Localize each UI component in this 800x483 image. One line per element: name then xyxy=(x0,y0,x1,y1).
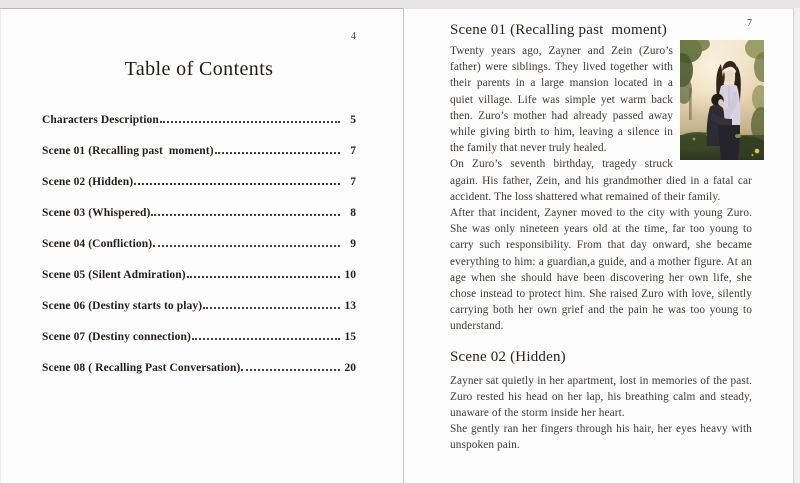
story-paragraph: Twenty years ago, Zayner and Zein (Zuro’s father) were siblings. They lived together with their parents in a large mansion located in a quiet village. Life was simple yet warm back then. Zuro’s mother had already passed away while giving birth to him, leaving a silence in the family that never truly healed. xyxy=(450,45,673,155)
toc-entry-page: 5 xyxy=(350,114,356,126)
toc-entry-label: Scene 05 (Silent Admiration) xyxy=(42,269,186,281)
content-page xyxy=(405,8,794,483)
toc-leader-dots xyxy=(215,152,340,154)
toc-entry-page: 20 xyxy=(344,362,356,374)
toc-entry-scene-07[interactable] xyxy=(42,331,356,362)
right-page-number: 7 xyxy=(747,18,752,29)
toc-entry-scene-03[interactable] xyxy=(42,207,356,238)
toc-entry-page: 15 xyxy=(344,331,356,343)
scene-01-body xyxy=(450,43,752,335)
toc-entry-label: Scene 02 (Hidden) xyxy=(42,176,134,188)
toc-leader-dots xyxy=(203,307,340,309)
toc-entry-characters-description[interactable] xyxy=(42,114,356,145)
toc-entry-scene-05[interactable] xyxy=(42,269,356,300)
story-paragraph: After that incident, Zayner moved to the city with young Zuro. She was only nineteen years old at the time, far too young to carry such responsibility. From that day onward, she became everything to him: a guardian,a guide, and a mother figure. At an age when she should have been discovering her own life, she chose instead to protect him. She raised Zuro with love, silently carrying both her own grief and the pain he was too young to understand. xyxy=(450,207,752,333)
scene-02-body xyxy=(450,373,752,454)
story-paragraph: Zayner sat quietly in her apartment, lost in memories of the past. Zuro rested his head on her lap, his breathing calm and steady, unaware of the storm inside her heart. xyxy=(450,374,752,420)
toc-leader-dots xyxy=(192,338,340,340)
toc-entry-page: 9 xyxy=(350,238,356,250)
toc-leader-dots xyxy=(187,276,340,278)
toc-entry-page: 10 xyxy=(344,269,356,281)
toc-entry-label: Scene 08 ( Recalling Past Conversation) xyxy=(42,362,241,374)
toc-entry-label: Scene 04 (Confliction) xyxy=(42,238,153,250)
story-illustration xyxy=(680,40,764,160)
toc-page xyxy=(0,8,404,483)
toc-leader-dots xyxy=(134,183,340,185)
scene-02-heading: Scene 02 (Hidden) xyxy=(450,348,566,365)
toc-entry-scene-06[interactable] xyxy=(42,300,356,331)
toc-leader-dots xyxy=(153,245,340,247)
story-paragraph: On Zuro’s seventh birthday, tragedy struck again. His father, Zein, and his grandmother died in a fatal car accident. The loss shattered what remained of their family. xyxy=(450,158,752,203)
toc-entry-label: Scene 07 (Destiny connection) xyxy=(42,331,191,343)
toc-list xyxy=(0,114,403,393)
toc-entry-page: 13 xyxy=(344,300,356,312)
toc-entry-scene-04[interactable] xyxy=(42,238,356,269)
story-paragraph: She gently ran her fingers through his hair, her eyes heavy with unspoken pain. xyxy=(450,423,752,452)
left-page-number: 4 xyxy=(351,31,356,42)
toc-entry-scene-08[interactable] xyxy=(42,362,356,393)
toc-entry-scene-01[interactable] xyxy=(42,145,356,176)
scene-01-heading: Scene 01 (Recalling past moment) xyxy=(450,22,667,38)
toc-leader-dots xyxy=(241,369,340,371)
toc-entry-label: Scene 03 (Whispered) xyxy=(42,207,151,219)
toc-entry-scene-02[interactable] xyxy=(42,176,356,207)
toc-entry-label: Scene 01 (Recalling past moment) xyxy=(42,145,214,157)
toc-entry-label: Characters Description xyxy=(42,114,159,126)
page-edge-strip xyxy=(794,8,800,483)
window-chrome-strip xyxy=(0,0,800,8)
toc-entry-page: 7 xyxy=(350,176,356,188)
page-content xyxy=(405,21,793,454)
toc-title: Table of Contents xyxy=(124,58,274,80)
toc-entry-page: 8 xyxy=(350,207,356,219)
toc-entry-page: 7 xyxy=(350,145,356,157)
toc-leader-dots xyxy=(160,121,340,123)
toc-entry-label: Scene 06 (Destiny starts to play) xyxy=(42,300,203,312)
toc-leader-dots xyxy=(151,214,340,216)
